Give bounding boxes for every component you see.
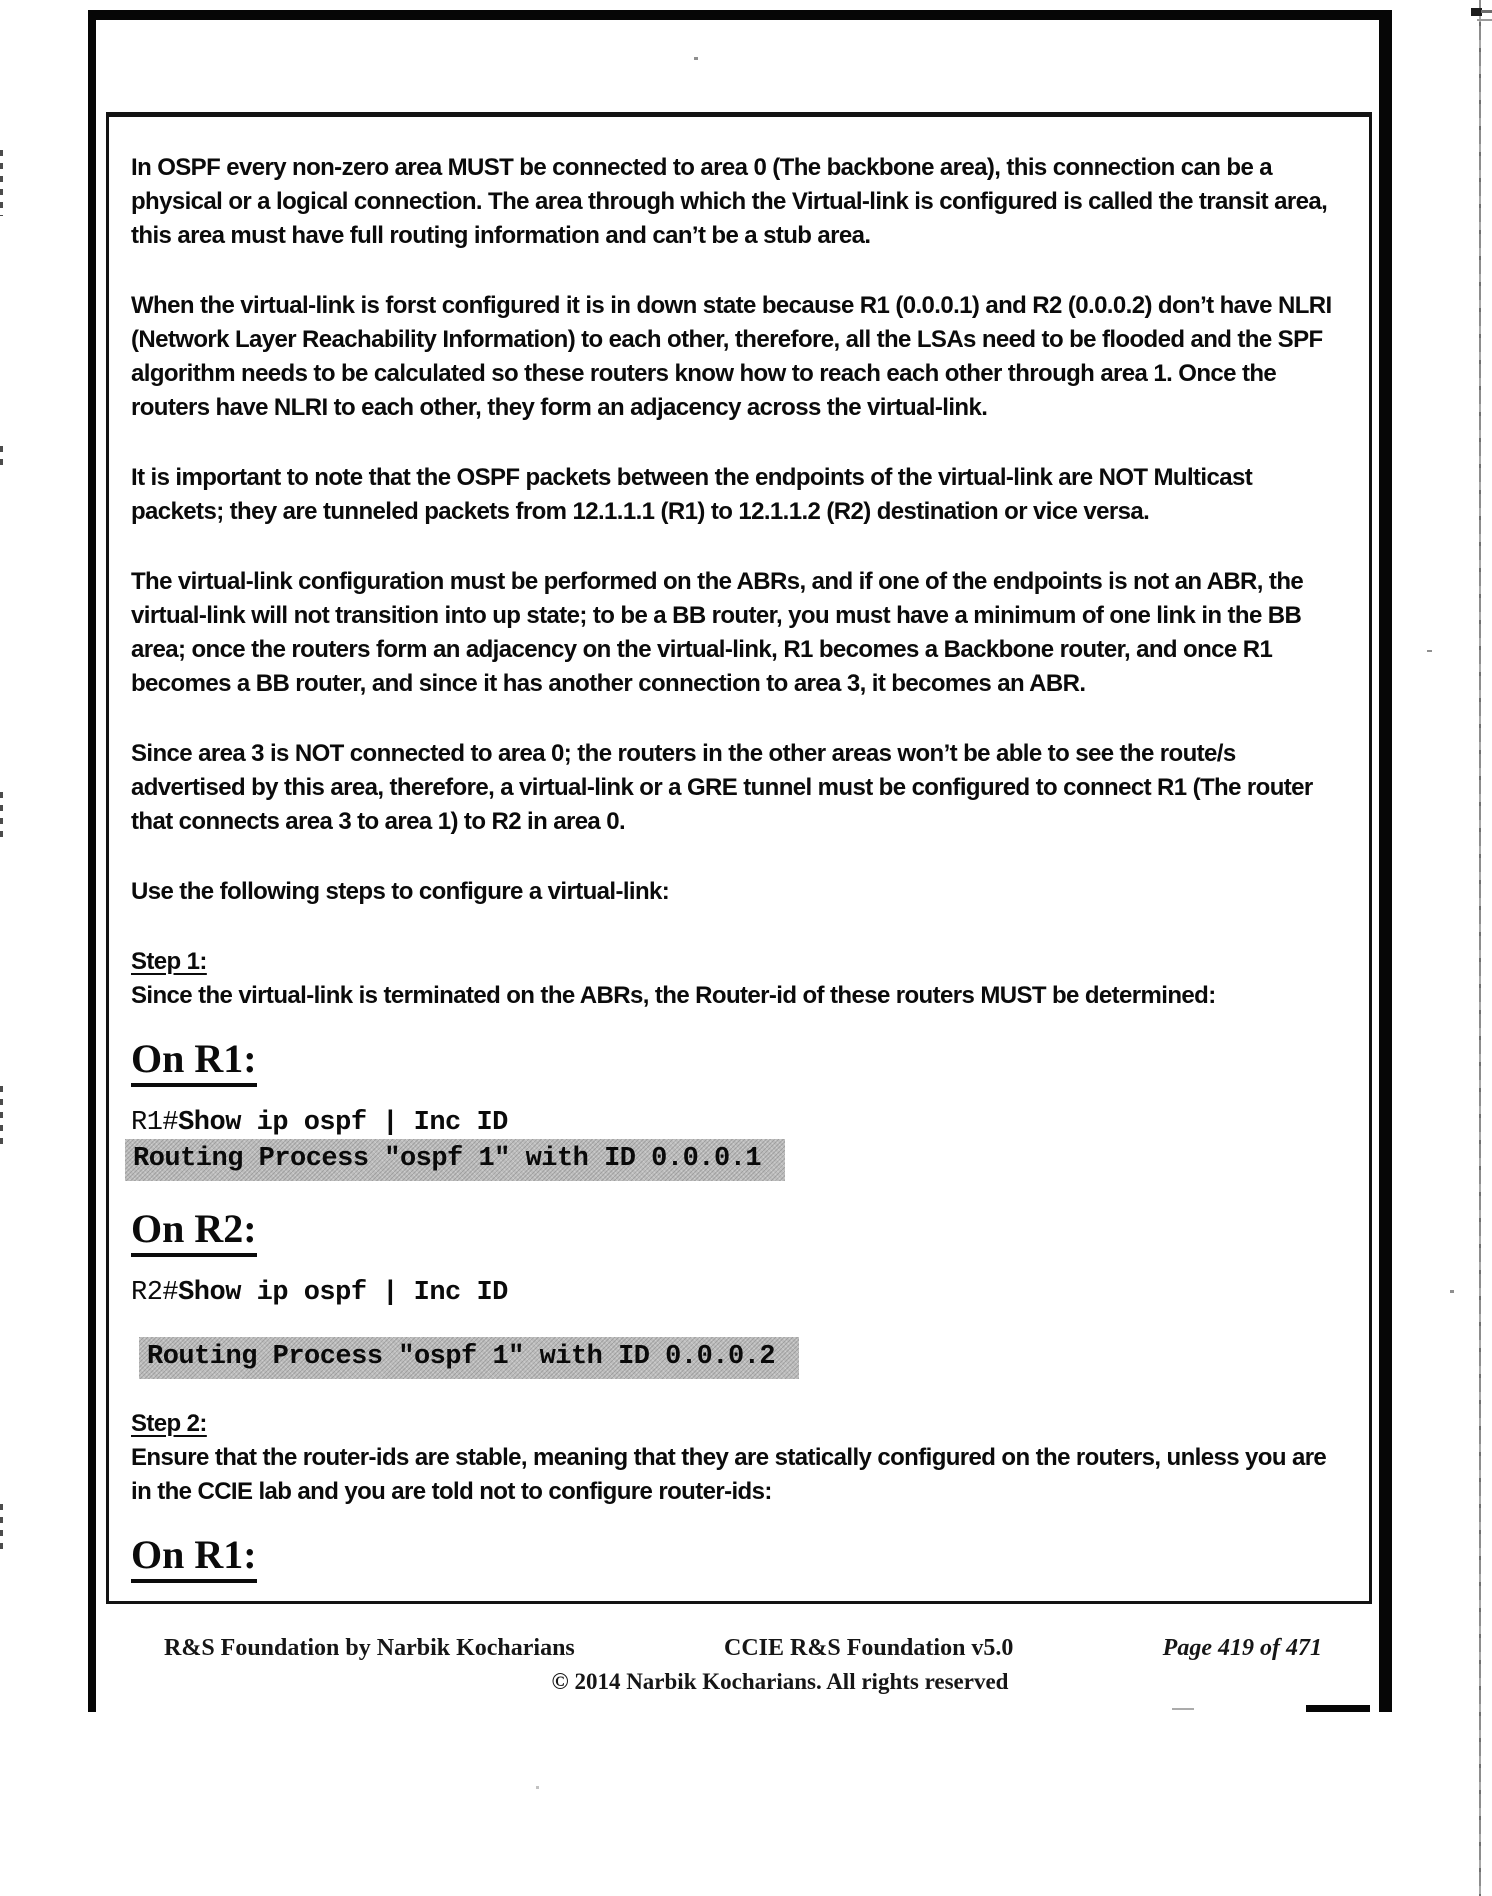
paragraph-area3-not-connected: Since area 3 is NOT connected to area 0; the routers in the other areas won’t be able to see the route/s advertised by this area, therefore, a virtual-link or a GRE tunnel must be configured to connect R1 (The router that connects area 3 to area 1) to R2 in area 0. (131, 740, 1313, 835)
scan-speck (536, 1786, 539, 1789)
scan-left-edge-dash (0, 792, 3, 844)
scan-speck (1450, 1290, 1454, 1293)
r1-command: Show ip ospf | Inc ID (178, 1108, 508, 1138)
r2-output-row (131, 1309, 1347, 1379)
steps-intro: Use the following steps to configure a virtual-link: (131, 878, 670, 905)
r1-output-row (131, 1139, 1347, 1181)
paragraph-virtual-link-down-state: When the virtual-link is forst configured it is in down state because R1 (0.0.0.1) and R2 (0.0.0.2) don’t have NLRI (Network Layer Reachability Information) to each other, therefore, all the LSAs need to be flooded and the SPF algorithm needs to be calculated so these routers know how to reach each other through area 1. Once the routers have NLRI to each other, they form an adjacency across the virtual-link. (131, 292, 1332, 421)
scan-left-edge-dash (0, 446, 3, 470)
scan-left-edge-dash (0, 150, 3, 216)
r2-command: Show ip ospf | Inc ID (178, 1278, 508, 1308)
r2-command-line (131, 1277, 1347, 1309)
r1-prompt: R1# (131, 1108, 179, 1138)
heading-on-r1-second: On R1: (131, 1533, 1347, 1583)
footer-book-title: R&S Foundation by Narbik Kocharians (164, 1635, 575, 1661)
scan-speck (1427, 650, 1432, 652)
r1-output-highlighted: Routing Process "ospf 1" with ID 0.0.0.1 (125, 1139, 785, 1181)
heading-on-r1: On R1: (131, 1037, 1347, 1087)
r2-prompt: R2# (131, 1278, 179, 1308)
footer-edition: CCIE R&S Foundation v5.0 (724, 1635, 1014, 1661)
footer-row (88, 1634, 1392, 1662)
footer-page-number: Page 419 of 471 (1162, 1635, 1322, 1661)
scan-dash-top-right-1 (1481, 10, 1492, 13)
scan-dash-top-right-2 (1477, 19, 1492, 21)
step1-heading: Step 1: (131, 948, 207, 975)
step2-block (131, 1407, 1347, 1509)
page-footer (88, 1634, 1392, 1695)
scan-left-edge-dash (0, 1086, 3, 1144)
scan-left-edge-dash (0, 1504, 3, 1554)
step2-text: Ensure that the router-ids are stable, meaning that they are statically configured on the routers, unless you are in the CCIE lab and you are told not to configure router-ids: (131, 1444, 1327, 1505)
footer-copyright: © 2014 Narbik Kocharians. All rights reserved (551, 1669, 1009, 1694)
paragraph-abr-requirement: The virtual-link configuration must be performed on the ABRs, and if one of the endpoints is not an ABR, the virtual-link will not transition into up state; to be a BB router, you must have a minimum of one link in the BB area; once the routers form an adjacency on the virtual-link, R1 becomes a Backbone router, and once R1 becomes a BB router, and since it has another connection to area 3, it becomes an ABR. (131, 568, 1304, 697)
step2-heading: Step 2: (131, 1410, 207, 1437)
r1-command-line (131, 1107, 1347, 1139)
paragraph-not-multicast: It is important to note that the OSPF packets between the endpoints of the virtual-link are NOT Multicast packets; they are tunneled packets from 12.1.1.1 (R1) to 12.1.1.2 (R2) destination or vice versa. (131, 464, 1253, 525)
heading-on-r2: On R2: (131, 1207, 1347, 1257)
content-box (106, 112, 1372, 1604)
r2-output-highlighted: Routing Process "ospf 1" with ID 0.0.0.2 (139, 1337, 799, 1379)
page-border-bottom-fragment (1306, 1705, 1370, 1712)
scan-edge-line (1479, 0, 1481, 1896)
step1-text: Since the virtual-link is terminated on the ABRs, the Router-id of these routers MUST be determined: (131, 982, 1216, 1009)
paragraph-ospf-backbone: In OSPF every non-zero area MUST be connected to area 0 (The backbone area), this connection can be a physical or a logical connection. The area through which the Virtual-link is configured is called the transit area, this area must have full routing information and can’t be a stub area. (131, 154, 1328, 249)
